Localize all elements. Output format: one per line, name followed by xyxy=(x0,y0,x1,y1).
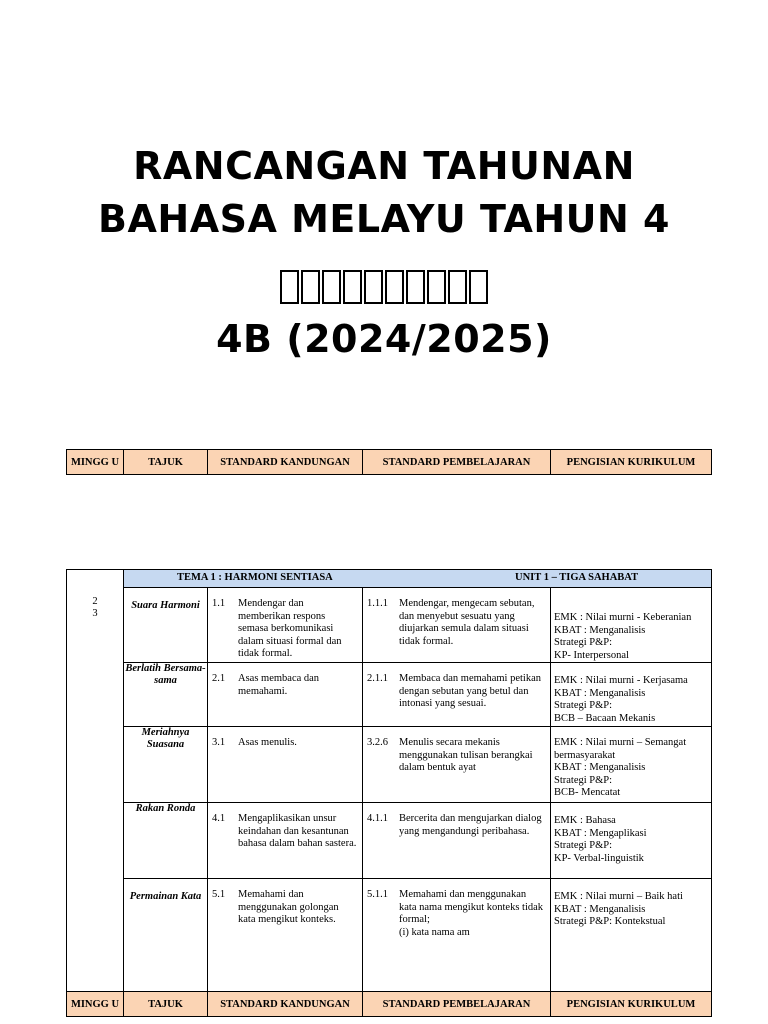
header-tajuk: TAJUK xyxy=(124,450,208,475)
table-row xyxy=(67,727,712,803)
pk-line: BCB – Bacaan Mekanis xyxy=(554,712,656,724)
missing-glyph-line xyxy=(0,262,768,306)
pk-line: EMK : Bahasa xyxy=(554,815,616,826)
plan-table xyxy=(66,569,712,1017)
header-pengisian-kurikulum: PENGISIAN KURIKULUM xyxy=(551,450,712,475)
sp-number: 5.1.1 xyxy=(367,889,388,900)
document-title-line-1: RANCANGAN TAHUNAN xyxy=(133,144,635,188)
document-title-class-year: 4B (2024/2025) xyxy=(216,317,552,361)
pk-line: Strategi P&P: xyxy=(554,840,613,851)
sp-text: Memahami dan menggunakan kata nama mengikut konteks tidak formal; (i) kata nama am xyxy=(399,889,544,938)
theme-row xyxy=(124,570,712,588)
tajuk-cell: Rakan Ronda xyxy=(124,803,208,879)
pk-line: EMK : Nilai murni - Keberanian xyxy=(554,612,692,623)
pk-line: EMK : Nilai murni – Semangat xyxy=(554,737,687,748)
header-tajuk: TAJUK xyxy=(124,992,208,1017)
pk-cell xyxy=(551,663,712,727)
sp-number: 1.1.1 xyxy=(367,598,388,609)
header-table-top xyxy=(66,449,712,475)
sk-number: 5.1 xyxy=(212,889,226,900)
sk-number: 4.1 xyxy=(212,813,226,824)
sp-text: Bercerita dan mengujarkan dialog yang mengandungi peribahasa. xyxy=(399,813,542,837)
pk-line: KBAT : Menganalisis xyxy=(554,903,646,915)
sp-text: Membaca dan memahami petikan dengan sebutan yang betul dan intonasi yang sesuai. xyxy=(399,673,541,709)
sk-text: Mendengar dan memberikan respons semasa berkomunikasi dalam situasi formal dan tidak formal. xyxy=(238,598,342,659)
sk-number: 1.1 xyxy=(212,598,226,609)
sp-text: Menulis secara mekanis menggunakan tulisan berangkai dalam bentuk ayat xyxy=(399,737,533,773)
pk-line: EMK : Nilai murni – Baik hati xyxy=(554,891,683,902)
sp-number: 3.2.6 xyxy=(367,737,388,748)
pk-line: KP- Verbal-linguistik xyxy=(554,852,644,864)
table-row xyxy=(67,803,712,879)
sk-text: Mengaplikasikan unsur keindahan dan kesantunan bahasa dalam bahan sastera. xyxy=(238,813,357,849)
unit-label: UNIT 1 – TIGA SAHABAT xyxy=(515,572,639,583)
week-cell xyxy=(67,570,124,992)
tajuk-cell: Permainan Kata xyxy=(124,879,208,992)
sk-number: 3.1 xyxy=(212,737,226,748)
pk-line: Strategi P&P: xyxy=(554,700,613,711)
pk-line: Strategi P&P: xyxy=(554,637,613,648)
pk-line: BCB- Mencatat xyxy=(554,787,621,798)
tajuk-cell: Berlatih Bersama-sama xyxy=(124,663,208,727)
sk-text: Asas membaca dan memahami. xyxy=(238,673,320,697)
table-footer-header xyxy=(67,992,712,1017)
pk-line: bermasyarakat xyxy=(554,749,616,761)
document-title-line-2: BAHASA MELAYU TAHUN 4 xyxy=(98,197,670,241)
header-minggu: MINGG U xyxy=(67,450,124,475)
tajuk-cell: Meriahnya Suasana xyxy=(124,727,208,803)
sp-text: Mendengar, mengecam sebutan, dan menyebut sesuatu yang diujarkan semula dalam situasi tidak formal. xyxy=(399,598,535,647)
pk-line: KBAT : Mengaplikasi xyxy=(554,827,647,839)
header-minggu: MINGG U xyxy=(67,992,124,1017)
header-standard-pembelajaran: STANDARD PEMBELAJARAN xyxy=(363,992,551,1017)
pk-cell xyxy=(551,803,712,879)
pk-line: KBAT : Menganalisis xyxy=(554,762,646,773)
table-row xyxy=(67,663,712,727)
sk-text: Asas menulis. xyxy=(238,737,297,748)
sp-number: 4.1.1 xyxy=(367,813,388,824)
pk-line: KBAT : Menganalisis xyxy=(554,624,646,636)
pk-line: Strategi P&P: xyxy=(554,774,613,786)
tajuk-cell: Suara Harmoni xyxy=(124,588,208,663)
week-number: 3 xyxy=(92,608,98,619)
header-standard-kandungan: STANDARD KANDUNGAN xyxy=(208,450,363,475)
table-row xyxy=(67,879,712,992)
sk-text: Memahami dan menggunakan golongan kata mengikut konteks. xyxy=(238,889,339,925)
sp-number: 2.1.1 xyxy=(367,673,388,684)
pk-cell xyxy=(551,879,712,992)
table-row xyxy=(67,588,712,663)
pk-line: KP- Interpersonal xyxy=(554,649,629,661)
sk-number: 2.1 xyxy=(212,673,226,684)
pk-line: KBAT : Menganalisis xyxy=(554,687,646,699)
header-standard-pembelajaran: STANDARD PEMBELAJARAN xyxy=(363,450,551,475)
pk-cell xyxy=(551,727,712,803)
theme-label: TEMA 1 : HARMONI SENTIASA xyxy=(177,572,333,583)
pk-line: EMK : Nilai murni - Kerjasama xyxy=(554,675,688,686)
pk-line: Strategi P&P: Kontekstual xyxy=(554,916,666,927)
header-standard-kandungan: STANDARD KANDUNGAN xyxy=(208,992,363,1017)
week-number: 2 xyxy=(92,596,98,607)
header-pengisian-kurikulum: PENGISIAN KURIKULUM xyxy=(551,992,712,1017)
pk-cell xyxy=(551,588,712,663)
